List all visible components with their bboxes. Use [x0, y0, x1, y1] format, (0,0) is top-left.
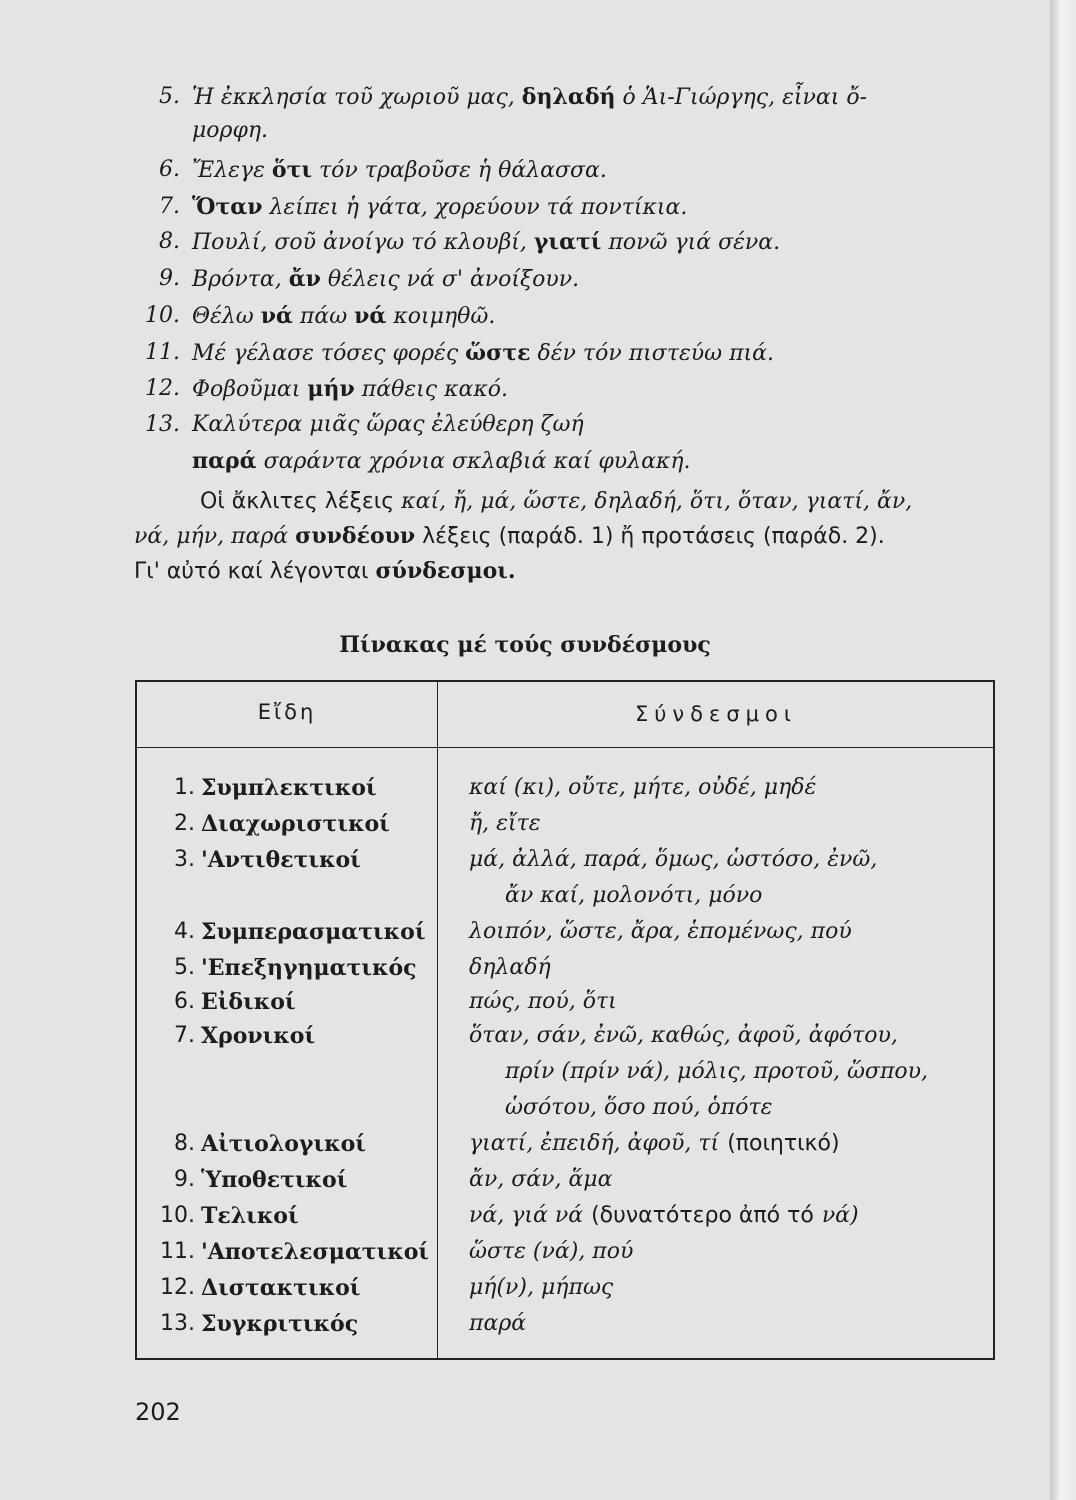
- conjunction-continuation: ὡσότου, ὅσο πού, ὁπότε: [505, 1095, 773, 1120]
- conjunction-kind: Εἰδικοί: [201, 989, 296, 1015]
- row-number: 11.: [160, 1239, 195, 1264]
- text-run: πάω: [292, 304, 355, 329]
- conjunction-note: (ποιητικό): [727, 1131, 840, 1156]
- conjunction-list: [469, 1166, 612, 1194]
- example-text: [192, 118, 268, 144]
- bold-text: σύνδεσμοι.: [375, 558, 516, 584]
- conjunction-note: (δυνατότερο ἀπό τό: [591, 1203, 814, 1228]
- bold-text: νά: [354, 303, 387, 329]
- text-run: ὁ Ἁι-Γιώργης, εἶναι ὄ-: [615, 85, 868, 110]
- conjunction-words: πώς, πού, ὅτι: [469, 989, 617, 1014]
- conjunction-list: [469, 810, 541, 838]
- bold-text: ὅτι: [271, 157, 313, 183]
- example-number: 5.: [159, 84, 180, 109]
- conjunction-kind: Συμπλεκτικοί: [201, 775, 377, 801]
- header-divider: [137, 747, 993, 748]
- text-run: Θέλω: [192, 304, 261, 329]
- conjunction-kind: Αἰτιολογικοί: [201, 1131, 366, 1157]
- example-text: [192, 303, 495, 330]
- header-conjunctions: Σύνδεσμοι: [635, 702, 797, 726]
- bold-text: δηλαδή: [521, 84, 616, 110]
- page-number: 202: [135, 1398, 181, 1426]
- text-run: Καλύτερα μιᾶς ὥρας ἐλεύθερη ζωή: [192, 412, 584, 437]
- paragraph-line: [134, 485, 1002, 519]
- row-number: 7.: [174, 1023, 195, 1048]
- example-number: 7.: [159, 194, 180, 219]
- bold-text: ὥστε: [465, 340, 531, 366]
- conjunction-continuation: ἄν καί, μολονότι, μόνο: [505, 883, 763, 908]
- row-number: 3.: [174, 847, 195, 872]
- conjunction-list: [469, 988, 617, 1016]
- conjunction-kind: Τελικοί: [201, 1203, 299, 1229]
- conjunction-words: ὥστε (νά), πού: [469, 1239, 634, 1264]
- conjunction-list: [469, 1310, 526, 1338]
- explanation-paragraph: [134, 485, 1002, 589]
- example-number: 10.: [145, 303, 180, 328]
- conjunction-kind: Ὑποθετικοί: [201, 1167, 348, 1193]
- conjunction-words: νά, γιά νά: [469, 1203, 584, 1228]
- text-run: θέλεις νά σ' ἀνοίξουν.: [320, 267, 580, 292]
- conjunctions-table: [135, 680, 995, 1360]
- conjunction-words: καί (κι), οὔτε, μήτε, οὐδέ, μηδέ: [469, 775, 817, 800]
- text-run: λέξεις (παράδ. 1) ἤ προτάσεις (παράδ. 2).: [415, 524, 885, 549]
- text-run: σαράντα χρόνια σκλαβιά καί φυλακή.: [256, 449, 691, 474]
- conjunction-words: παρά: [469, 1311, 527, 1336]
- text-run: Φοβοῦμαι: [192, 377, 308, 402]
- example-text: [192, 194, 687, 221]
- conjunction-kind: Συγκριτικός: [201, 1311, 359, 1337]
- table-title: Πίνακας μέ τούς συνδέσμους: [339, 632, 711, 658]
- bold-text: γιατί: [533, 229, 602, 255]
- conjunction-list: [469, 1274, 613, 1302]
- text-run: Πουλί, σοῦ ἀνοίγω τό κλουβί,: [192, 230, 534, 255]
- example-text: [192, 340, 774, 367]
- bold-text: παρά: [192, 448, 257, 474]
- conjunction-words: ἤ, εἴτε: [469, 811, 541, 836]
- conjunction-list: [469, 1238, 633, 1266]
- example-number: 13.: [145, 412, 180, 437]
- text-run: πονῶ γιά σένα.: [601, 230, 781, 255]
- conjunction-words: ἄν, σάν, ἅμα: [469, 1167, 613, 1192]
- conjunction-kind: Διστακτικοί: [201, 1275, 361, 1301]
- conjunction-note-end: νά): [821, 1203, 859, 1228]
- example-number: 11.: [145, 340, 180, 365]
- row-number: 1.: [174, 775, 195, 800]
- conjunction-kind: Χρονικοί: [201, 1023, 316, 1049]
- bold-text: Ὅταν: [192, 194, 263, 220]
- text-run: Γι' αὐτό καί λέγονται: [134, 559, 376, 584]
- example-text: [192, 376, 508, 403]
- row-number: 2.: [174, 811, 195, 836]
- text-run: νά, μήν, παρά: [134, 524, 296, 549]
- conjunction-words: λοιπόν, ὥστε, ἄρα, ἑπομένως, πού: [469, 919, 852, 944]
- row-number: 12.: [160, 1275, 195, 1300]
- conjunction-words: γιατί, ἐπειδή, ἀφοῦ, τί: [469, 1131, 720, 1156]
- text-run: μορφη.: [192, 118, 269, 143]
- example-text: [192, 84, 867, 111]
- text-run: καί, ἤ, μά, ὥστε, δηλαδή, ὅτι, ὅταν, γιατί, ἄν,: [401, 489, 913, 514]
- row-number: 10.: [160, 1203, 195, 1228]
- text-run: Ἔλεγε: [192, 158, 272, 183]
- conjunction-kind: 'Επεξηγηματικός: [201, 955, 417, 981]
- conjunction-kind: 'Αντιθετικοί: [201, 847, 361, 873]
- example-number: 6.: [159, 157, 180, 182]
- example-text: [192, 448, 691, 475]
- bold-text: ἄν: [288, 266, 321, 292]
- text-run: Βρόντα,: [192, 267, 289, 292]
- example-text: [192, 412, 584, 438]
- conjunction-words: μά, ἀλλά, παρά, ὅμως, ὡστόσο, ἐνῶ,: [469, 847, 878, 872]
- conjunction-list: [469, 1202, 859, 1230]
- row-number: 6.: [174, 989, 195, 1014]
- page-edge: [1050, 0, 1076, 1500]
- row-number: 4.: [174, 919, 195, 944]
- example-number: 12.: [145, 376, 180, 401]
- conjunction-list: [469, 846, 877, 874]
- conjunction-continuation: πρίν (πρίν νά), μόλις, προτοῦ, ὥσπου,: [505, 1059, 929, 1084]
- conjunction-kind: 'Αποτελεσματικοί: [201, 1239, 430, 1265]
- example-text: [192, 157, 607, 184]
- text-run: λείπει ἡ γάτα, χορεύουν τά ποντίκια.: [262, 195, 688, 220]
- conjunction-words: δηλαδή: [469, 955, 551, 980]
- row-number: 9.: [174, 1167, 195, 1192]
- conjunction-list: [469, 954, 551, 982]
- conjunction-list: [469, 1130, 840, 1158]
- bold-text: συνδέουν: [295, 523, 416, 549]
- bold-text: νά: [260, 303, 293, 329]
- text-run: τόν τραβοῦσε ἡ θάλασσα.: [312, 158, 607, 183]
- text-run: Μέ γέλασε τόσες φορές: [192, 341, 466, 366]
- text-run: Ἡ ἐκκλησία τοῦ χωριοῦ μας,: [192, 85, 522, 110]
- conjunction-words: ὅταν, σάν, ἐνῶ, καθώς, ἀφοῦ, ἀφότου,: [469, 1023, 898, 1048]
- row-number: 5.: [174, 955, 195, 980]
- column-divider: [437, 682, 438, 1358]
- example-number: 8.: [159, 229, 180, 254]
- example-text: [192, 229, 780, 256]
- conjunction-list: [469, 918, 852, 946]
- conjunction-kind: Διαχωριστικοί: [201, 811, 390, 837]
- text-run: Οἱ ἄκλιτες λέξεις: [200, 489, 402, 514]
- example-number: 9.: [159, 266, 180, 291]
- conjunction-kind: Συμπερασματικοί: [201, 919, 426, 945]
- bold-text: μήν: [307, 376, 355, 402]
- paragraph-line: [134, 554, 1002, 589]
- text-run: πάθεις κακό.: [354, 377, 509, 402]
- row-number: 13.: [160, 1311, 195, 1336]
- row-number: 8.: [174, 1131, 195, 1156]
- text-run: δέν τόν πιστεύω πιά.: [530, 341, 775, 366]
- paragraph-line: [134, 519, 1002, 554]
- conjunction-list: [469, 1022, 898, 1050]
- conjunction-list: [469, 774, 816, 802]
- text-run: κοιμηθῶ.: [386, 304, 496, 329]
- conjunction-words: μή(ν), μήπως: [469, 1275, 614, 1300]
- header-kinds: Εἴδη: [257, 700, 317, 724]
- example-text: [192, 266, 579, 293]
